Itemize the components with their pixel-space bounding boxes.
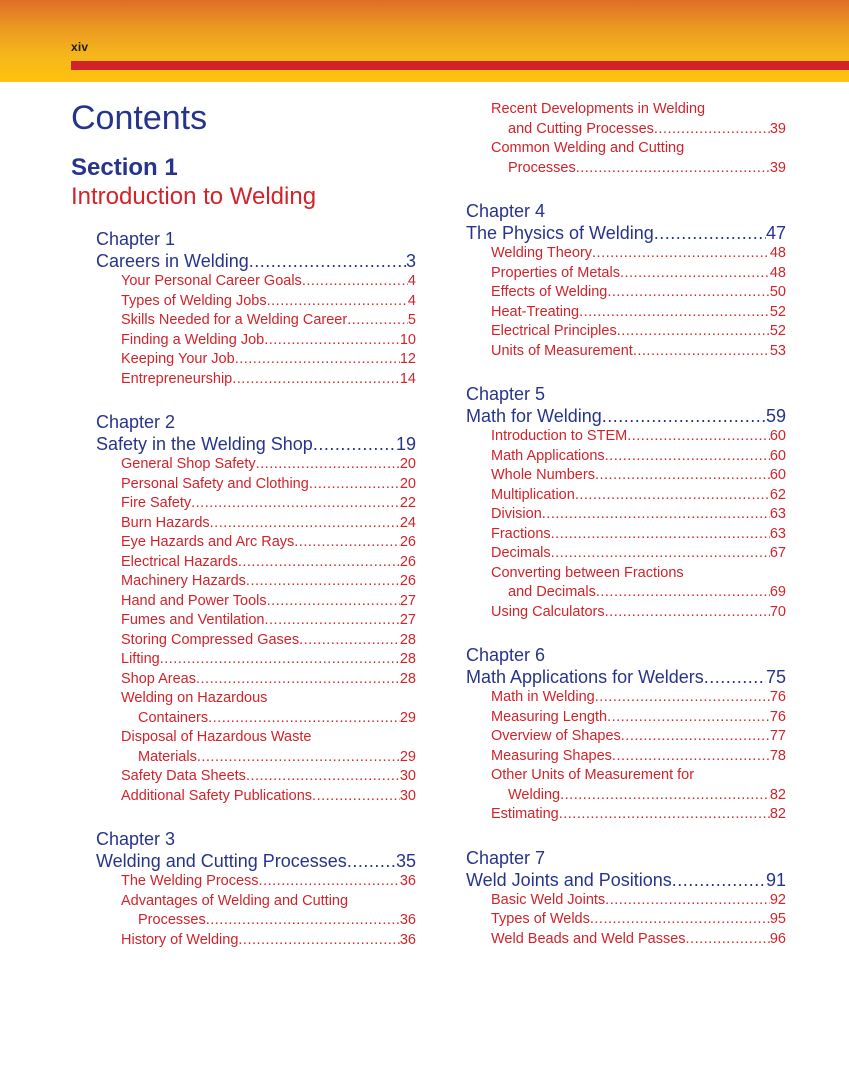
toc-entry[interactable]: Measuring Length ..... 76 xyxy=(491,708,786,728)
toc-entry[interactable]: Recent Developments in Welding and Cutting Processes ..... 39 xyxy=(491,100,786,139)
toc-entry[interactable]: Decimals ..... 67 xyxy=(491,544,786,564)
header-rule xyxy=(71,61,849,70)
toc-entry[interactable]: Other Units of Measurement for Welding ..... 82 xyxy=(491,766,786,805)
toc-entry[interactable]: Advantages of Welding and Cutting Processes ..... 36 xyxy=(121,892,416,931)
toc-entry[interactable]: Safety Data Sheets ..... 30 xyxy=(121,767,416,787)
section-title: Introduction to Welding xyxy=(71,183,317,210)
chapter-6 xyxy=(466,644,786,825)
toc-entry[interactable]: Effects of Welding ..... 50 xyxy=(491,283,786,303)
toc-entry[interactable]: Electrical Hazards ..... 26 xyxy=(121,553,416,573)
toc-entry[interactable]: Personal Safety and Clothing ..... 20 xyxy=(121,475,416,495)
section-number: Section 1 xyxy=(71,154,178,181)
page-ref: 3 xyxy=(405,251,416,271)
toc-entry[interactable]: Disposal of Hazardous Waste Materials ..... 29 xyxy=(121,728,416,767)
toc-entry[interactable]: Estimating ..... 82 xyxy=(491,805,786,825)
toc-entry[interactable]: Common Welding and Cutting Processes ..... 39 xyxy=(491,139,786,178)
toc-entry[interactable]: Division ..... 63 xyxy=(491,505,786,525)
toc-entry[interactable]: Hand and Power Tools ..... 27 xyxy=(121,592,416,612)
chapter-label: Chapter 3 xyxy=(96,829,176,849)
chapter-label: Chapter 4 xyxy=(466,201,546,221)
toc-entry[interactable]: Types of Welding Jobs ..... 4 xyxy=(121,292,416,312)
toc-right-column xyxy=(466,100,786,971)
chapter-title-link[interactable]: Welding and Cutting Processes ..... 35 xyxy=(96,850,416,872)
toc-entry[interactable]: Additional Safety Publications ..... 30 xyxy=(121,787,416,807)
toc-entry[interactable]: Units of Measurement ..... 53 xyxy=(491,342,786,362)
chapter-label: Chapter 5 xyxy=(466,384,546,404)
toc-entry[interactable]: Your Personal Career Goals ..... 4 xyxy=(121,272,416,292)
chapter-label: Chapter 6 xyxy=(466,645,546,665)
toc-entry[interactable]: Welding on Hazardous Containers ..... 29 xyxy=(121,689,416,728)
toc-entry[interactable]: Shop Areas ..... 28 xyxy=(121,670,416,690)
toc-entry[interactable]: Math Applications ..... 60 xyxy=(491,447,786,467)
toc-entry[interactable]: Fumes and Ventilation ..... 27 xyxy=(121,611,416,631)
toc-entry[interactable]: Burn Hazards ..... 24 xyxy=(121,514,416,534)
chapter-title-link[interactable]: Safety in the Welding Shop ..... 19 xyxy=(96,433,416,455)
chapter-3-continued xyxy=(466,100,786,178)
toc-entry[interactable]: Entrepreneurship ..... 14 xyxy=(121,370,416,390)
toc-entry[interactable]: Converting between Fractions and Decimals ..... 69 xyxy=(491,564,786,603)
toc-entry[interactable]: Keeping Your Job ..... 12 xyxy=(121,350,416,370)
toc-entry[interactable]: Heat-Treating ..... 52 xyxy=(491,303,786,323)
toc-entry[interactable]: Fire Safety ..... 22 xyxy=(121,494,416,514)
toc-entry[interactable]: Fractions ..... 63 xyxy=(491,525,786,545)
toc-entry[interactable]: Lifting ..... 28 xyxy=(121,650,416,670)
toc-entry[interactable]: Using Calculators ..... 70 xyxy=(491,603,786,623)
toc-entry[interactable]: Basic Weld Joints ..... 92 xyxy=(491,891,786,911)
chapter-title: Careers in Welding xyxy=(96,251,249,271)
chapter-label: Chapter 2 xyxy=(96,412,176,432)
toc-entry[interactable]: Welding Theory ..... 48 xyxy=(491,244,786,264)
chapter-2 xyxy=(71,411,416,806)
chapter-3 xyxy=(71,828,416,950)
chapter-7 xyxy=(466,847,786,950)
toc-entry[interactable]: History of Welding ..... 36 xyxy=(121,931,416,951)
chapter-5 xyxy=(466,383,786,622)
chapter-title-link[interactable]: Math for Welding ..... 59 xyxy=(466,405,786,427)
chapter-title-link[interactable] xyxy=(96,250,416,272)
chapter-title-link[interactable]: The Physics of Welding ..... 47 xyxy=(466,222,786,244)
chapter-title-link[interactable]: Math Applications for Welders ..... 75 xyxy=(466,666,786,688)
toc-entry[interactable]: Skills Needed for a Welding Career ..... 5 xyxy=(121,311,416,331)
chapter-title-link[interactable]: Weld Joints and Positions ..... 91 xyxy=(466,869,786,891)
toc-entry[interactable]: The Welding Process ..... 36 xyxy=(121,872,416,892)
toc-entry[interactable]: Finding a Welding Job ..... 10 xyxy=(121,331,416,351)
page-header-band xyxy=(0,0,849,82)
toc-entry[interactable]: Electrical Principles ..... 52 xyxy=(491,322,786,342)
chapter-label: Chapter 1 xyxy=(96,229,176,249)
contents-title: Contents xyxy=(71,99,208,137)
chapter-label: Chapter 7 xyxy=(466,847,546,868)
toc-left-column xyxy=(71,96,416,972)
toc-entry[interactable]: Storing Compressed Gases ..... 28 xyxy=(121,631,416,651)
toc-entry[interactable]: Introduction to STEM ..... 60 xyxy=(491,427,786,447)
toc-entry[interactable]: Properties of Metals ..... 48 xyxy=(491,264,786,284)
toc-entry[interactable]: General Shop Safety ..... 20 xyxy=(121,455,416,475)
leader-dots xyxy=(249,250,406,272)
toc-entry[interactable]: Types of Welds ..... 95 xyxy=(491,910,786,930)
chapter-1 xyxy=(71,228,416,389)
toc-entry[interactable]: Machinery Hazards ..... 26 xyxy=(121,572,416,592)
chapter-4 xyxy=(466,200,786,361)
toc-entry[interactable]: Whole Numbers ..... 60 xyxy=(491,466,786,486)
toc-entry[interactable]: Eye Hazards and Arc Rays ..... 26 xyxy=(121,533,416,553)
toc-entry[interactable]: Measuring Shapes ..... 78 xyxy=(491,747,786,767)
toc-entry[interactable]: Multiplication ..... 62 xyxy=(491,486,786,506)
toc-entry[interactable]: Math in Welding ..... 76 xyxy=(491,688,786,708)
toc-entry[interactable]: Overview of Shapes ..... 77 xyxy=(491,727,786,747)
toc-entry[interactable]: Weld Beads and Weld Passes ..... 96 xyxy=(491,930,786,950)
page-number: xiv xyxy=(71,40,89,54)
